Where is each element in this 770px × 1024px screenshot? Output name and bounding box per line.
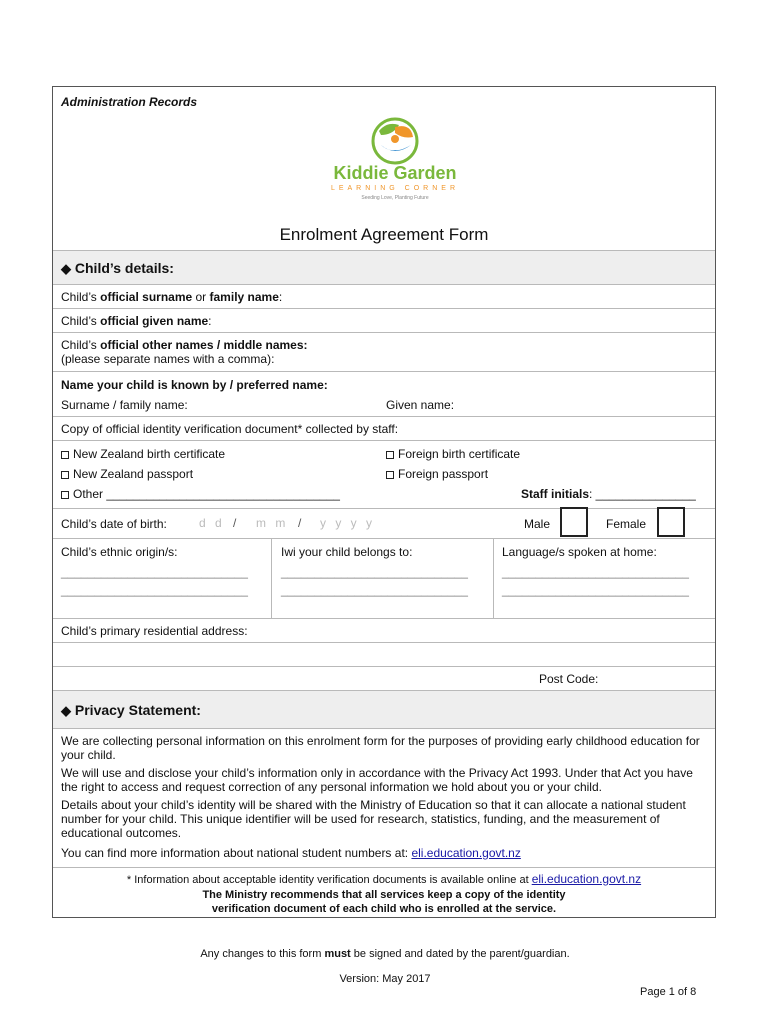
admin-records-label: Administration Records <box>61 95 198 109</box>
male-label: Male <box>524 517 551 531</box>
checkbox-icon[interactable] <box>61 451 69 459</box>
privacy-paragraph: We will use and disclose your child’s information only in accordance with the Privacy Act 1993. Under that Act you have the right to access and request correction of any personal information we hold about you or your child. <box>61 766 693 794</box>
origin-row <box>53 538 715 618</box>
version-label: Version: May 2017 <box>339 973 431 985</box>
logo-subtitle: LEARNING CORNER <box>330 185 460 192</box>
diamond-bullet-icon: ◆ <box>61 703 71 718</box>
option-foreign-birth-certificate[interactable]: Foreign birth certificate <box>386 447 520 461</box>
male-checkbox[interactable] <box>560 507 588 537</box>
privacy-paragraph: We are collecting personal information on this enrolment form for the purposes of providing early childhood education for your child. <box>61 734 700 762</box>
checkbox-icon[interactable] <box>386 451 394 459</box>
language-line[interactable]: ____________________________ <box>502 583 689 597</box>
privacy-title: Privacy Statement: <box>74 702 201 718</box>
identity-doc-label: Copy of official identity verification document* collected by staff: <box>61 422 399 436</box>
other-names-row[interactable]: Child’s official other names / middle names: (please separate names with a comma): <box>53 332 715 371</box>
privacy-paragraph: Details about your child’s identity will be shared with the Ministry of Education so that it can allocate a national student number for your child. This unique identifier will be used for research, statistics, funding, and the measurement of educational outcomes. <box>61 798 686 840</box>
known-by-row[interactable] <box>53 371 715 416</box>
privacy-body <box>53 728 715 867</box>
childs-details-header <box>53 250 715 284</box>
language-label: Language/s spoken at home: <box>502 545 657 559</box>
privacy-paragraph: You can find more information about national student numbers at: eli.education.govt.nz <box>61 846 521 860</box>
known-by-label: Name your child is known by / preferred name: <box>61 378 328 392</box>
privacy-header <box>53 690 715 728</box>
identity-options <box>53 440 715 508</box>
checkbox-icon[interactable] <box>61 491 69 499</box>
privacy-note <box>53 867 715 919</box>
option-nz-birth-certificate[interactable]: New Zealand birth certificate <box>61 447 225 461</box>
ministry-line-2: verification document of each child who is enrolled at the service. <box>211 903 557 915</box>
female-checkbox[interactable] <box>657 507 685 537</box>
eli-link-note[interactable]: eli.education.govt.nz <box>531 872 642 886</box>
dob-year-input[interactable]: y y y y <box>320 516 376 530</box>
changes-notice: Any changes to this form must be signed and dated by the parent/guardian. <box>200 948 570 960</box>
eli-link[interactable]: eli.education.govt.nz <box>411 846 521 860</box>
iwi-line[interactable]: ____________________________ <box>281 583 468 597</box>
known-surname-label: Surname / family name: <box>61 398 188 412</box>
logo-brand: Kiddie Garden <box>333 163 457 183</box>
identity-note: * Information about acceptable identity verification documents is available online at eli.education.govt.nz <box>126 872 642 886</box>
iwi-label: Iwi your child belongs to: <box>281 545 413 559</box>
address-label: Child’s primary residential address: <box>61 624 248 638</box>
page-number: Page 1 of 8 <box>640 986 697 998</box>
diamond-bullet-icon: ◆ <box>61 261 71 276</box>
enrolment-form <box>52 86 716 918</box>
checkbox-icon[interactable] <box>386 471 394 479</box>
ministry-line-1: The Ministry recommends that all services keep a copy of the identity <box>202 889 566 901</box>
address-line-2[interactable] <box>53 642 715 666</box>
option-other[interactable]: Other ___________________________________ <box>61 487 340 501</box>
ethnic-origin-line[interactable]: ____________________________ <box>61 565 248 579</box>
known-given-label: Given name: <box>386 398 455 412</box>
dob-row <box>53 508 715 538</box>
dob-month-input[interactable]: m m <box>256 516 289 530</box>
other-names-note: (please separate names with a comma): <box>61 352 275 366</box>
ethnic-origin-line[interactable]: ____________________________ <box>61 583 248 597</box>
identity-doc-row <box>53 416 715 440</box>
logo <box>325 117 465 201</box>
surname-row[interactable]: Child’s official surname or family name: <box>53 284 715 308</box>
childs-details-title: Child’s details: <box>74 260 174 276</box>
given-name-row[interactable]: Child’s official given name: <box>53 308 715 332</box>
dob-separator: / <box>298 516 302 530</box>
logo-tagline: Seeding Love, Planting Future <box>361 195 429 201</box>
form-title: Enrolment Agreement Form <box>279 225 489 244</box>
dob-label: Child’s date of birth: <box>61 517 167 531</box>
iwi-line[interactable]: ____________________________ <box>281 565 468 579</box>
female-label: Female <box>606 517 647 531</box>
checkbox-icon[interactable] <box>61 471 69 479</box>
post-code-label: Post Code: <box>539 672 599 686</box>
dob-day-input[interactable]: d d <box>199 516 225 530</box>
logo-emblem-icon <box>325 117 465 169</box>
postcode-row[interactable] <box>53 666 715 690</box>
dob-separator: / <box>233 516 237 530</box>
option-foreign-passport[interactable]: Foreign passport <box>386 467 488 481</box>
language-line[interactable]: ____________________________ <box>502 565 689 579</box>
staff-initials[interactable]: Staff initials: _______________ <box>521 487 696 501</box>
option-nz-passport[interactable]: New Zealand passport <box>61 467 193 481</box>
address-row[interactable] <box>53 618 715 642</box>
ethnic-origin-label: Child’s ethnic origin/s: <box>61 545 178 559</box>
